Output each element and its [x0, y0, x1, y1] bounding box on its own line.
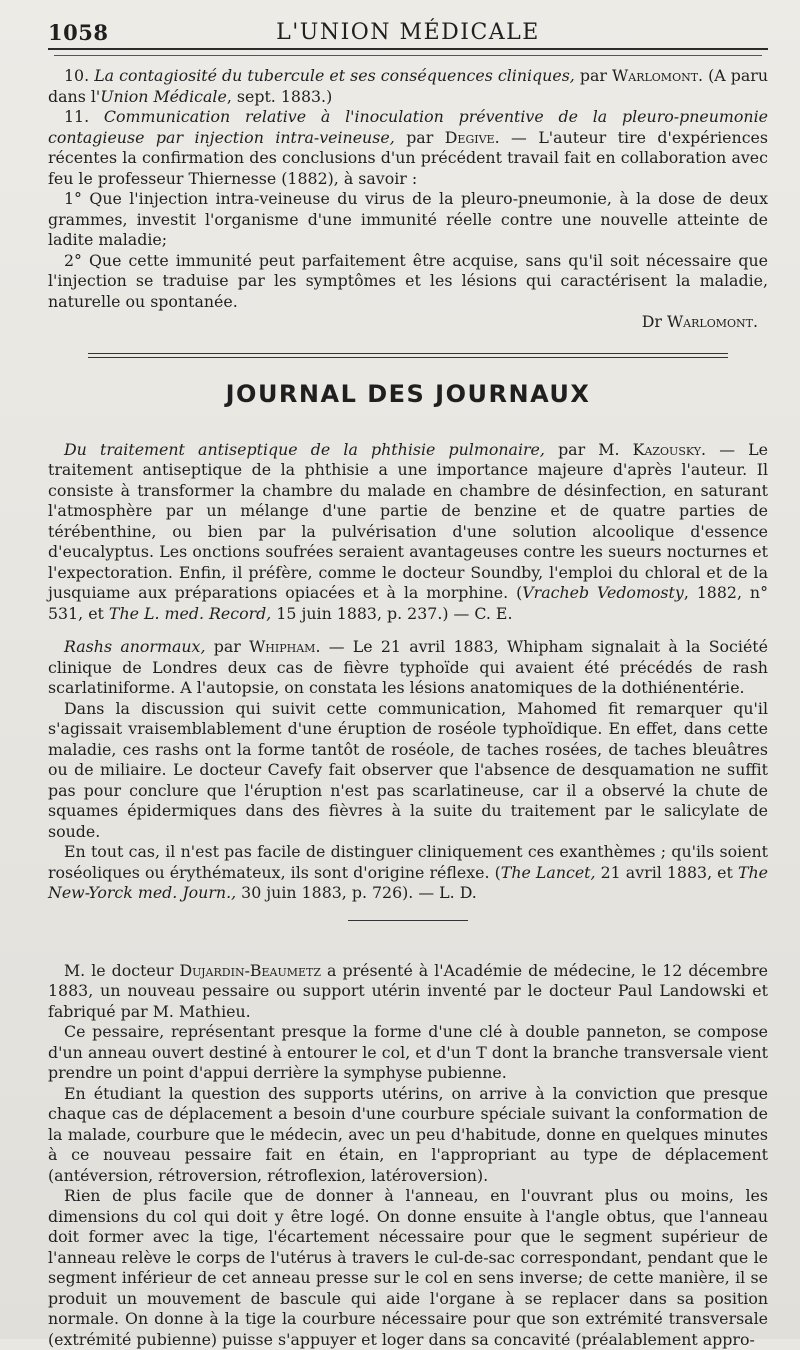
article-1-title: Du traitement antiseptique de la phthisie pulmonaire, [64, 440, 545, 459]
reference-list [48, 66, 768, 333]
reference-10: 10. La contagiosité du tubercule et ses conséquences cliniques, par Warlomont. (A paru dans l'Union Médicale, sept. 1883.) [48, 66, 768, 107]
article-1-author: Kazousky [633, 440, 701, 459]
article-2-paragraph-3: En tout cas, il n'est pas facile de distinguer cliniquement ces exanthèmes ; qu'ils soient roséoliques ou érythémateux, ils sont d'origine réflexe. (The Lancet, 21 avril 1883, et The New-Yorck med. Journ., 30 juin 1883, p. 726). — L. D. [48, 842, 768, 904]
article-3-paragraph-3: En étudiant la question des supports utérins, on arrive à la conviction que presque chaque cas de déplacement a besoin d'une courbure spéciale suivant la conformation de la malade, courbure que le médecin, avec un peu d'habitude, donne en quelques minutes à ce nouveau pessaire fait en étain, en l'appropriant au type de déplacement (antéversion, rétroversion, rétroflexion, latéroversion). [48, 1084, 768, 1187]
reference-11-author: Degive [445, 128, 495, 147]
signature: Dr Warlomont. [48, 312, 768, 333]
article-antiseptic-treatment [48, 440, 768, 625]
page-number: 1058 [48, 20, 108, 45]
section-divider [88, 353, 728, 358]
article-3-paragraph-2: Ce pessaire, représentant presque la forme d'une clé à double panneton, se compose d'un anneau ouvert destiné à entourer le col, et d'un T dont la branche transversale vient prendre un point d'appui derrière la symphyse pubienne. [48, 1022, 768, 1084]
reference-10-author: Warlomont [612, 66, 698, 85]
article-1-text: Du traitement antiseptique de la phthisie pulmonaire, par M. Kazousky. — Le traitement antiseptique de la phthisie a une importance majeure d'après l'auteur. Il consiste à transformer la chambre du malade en chambre de désinfection, en saturant l'atmosphère par un mélange d'une partie de benzine et de quatre parties de térébenthine, ou bien par la pulvérisation d'une solution alcoolique d'essence d'eucalyptus. Les onctions soufrées seraient avantageuses contre les sueurs nocturnes et l'expectoration. Enfin, il préfère, comme le docteur Soundby, l'emploi du chloral et de la jusquiame aux préparations opiacées et à la morphine. (Vracheb Vedomosty, 1882, n° 531, et The L. med. Record, 15 juin 1883, p. 237.) — C. E. [48, 440, 768, 625]
article-3-author: Dujardin-Beaumetz [180, 961, 322, 980]
conclusion-point-2: 2° Que cette immunité peut parfaitement être acquise, sans qu'il soit nécessaire que l'injection se traduise par les symptômes et les lésions qui caractérisent la maladie, naturelle ou spontanée. [48, 251, 768, 313]
article-3-paragraph-1: M. le docteur Dujardin-Beaumetz a présenté à l'Académie de médecine, le 12 décembre 1883, un nouveau pessaire ou support utérin inventé par le docteur Paul Landowski et fabriqué par M. Mathieu. [48, 961, 768, 1023]
header-rule [54, 55, 762, 56]
journal-title: L'UNION MÉDICALE [48, 20, 768, 45]
article-2-author: Whipham [249, 637, 315, 656]
section-title: JOURNAL DES JOURNAUX [48, 380, 768, 408]
article-2-paragraph-1: Rashs anormaux, par Whipham. — Le 21 avril 1883, Whipham signalait à la Société clinique de Londres deux cas de fièvre typhoïde qui avaient été précédés de rash scarlatiniforme. A l'autopsie, on constata les lésions anatomiques de la dothiénentérie. [48, 637, 768, 699]
reference-11-title: Communication relative à l'inoculation préventive de la pleuro-pneumonie contagieuse par injection intra-veineuse, [48, 107, 768, 147]
article-2-paragraph-2: Dans la discussion qui suivit cette communication, Mahomed fit remarquer qu'il s'agissait vraisemblablement d'une éruption de roséole typhoïdique. En effet, dans cette maladie, ces rashs ont la forme tantôt de roséole, de taches rosées, de taches bleuâtres ou de miliaire. Le docteur Cavefy fait observer que l'absence de desquamation ne suffit pas pour conclure que l'éruption n'est pas scarlatineuse, car il a observé la chute de squames épidermiques dans des fièvres à la suite du traitement par le salicylate de soude. [48, 699, 768, 843]
article-rashs [48, 637, 768, 904]
reference-11: 11. Communication relative à l'inoculation préventive de la pleuro-pneumonie contagieuse par injection intra-veineuse, par Degive. — L'auteur tire d'expériences récentes la confirmation des conclusions d'un précédent travail fait en collaboration avec feu le professeur Thiernesse (1882), à savoir : [48, 107, 768, 189]
conclusion-point-1: 1° Que l'injection intra-veineuse du virus de la pleuro-pneumonie, à la dose de deux grammes, investit l'organisme d'une immunité réelle contre une nouvelle atteinte de ladite maladie; [48, 189, 768, 251]
article-2-title: Rashs anormaux, [64, 637, 205, 656]
article-pessary [48, 961, 768, 1350]
running-header [48, 18, 768, 50]
reference-10-title: La contagiosité du tubercule et ses conséquences cliniques, [94, 66, 575, 85]
article-3-paragraph-4: Rien de plus facile que de donner à l'anneau, en l'ouvrant plus ou moins, les dimensions du col qui doit y être logé. On donne ensuite à l'angle obtus, que l'anneau doit former avec la tige, l'écartement nécessaire pour que le segment supérieur de l'anneau relève le corps de l'utérus à travers le cul-de-sac correspondant, pendant que le segment inférieur de cet anneau presse sur le col en sens inverse; de cette manière, il se produit un mouvement de bascule qui aide l'organe à se replacer dans sa position normale. On donne à la tige la courbure nécessaire pour que son extrémité transversale (extrémité pubienne) puisse s'appuyer et loger dans sa concavité (préalablement appro- [48, 1186, 768, 1350]
